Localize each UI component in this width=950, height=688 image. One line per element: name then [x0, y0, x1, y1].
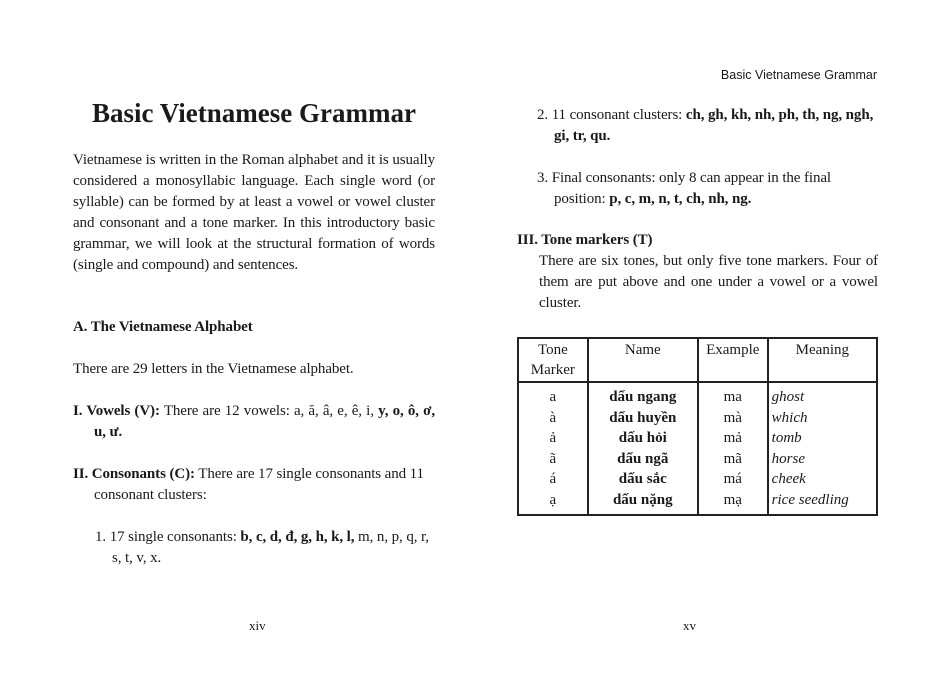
vowels-text: There are 12 vowels: a, ă, â, e, ê, i, — [159, 403, 379, 419]
consonants-item — [73, 464, 435, 506]
cell-example: mả — [698, 428, 768, 449]
cell-example: ma — [698, 382, 768, 408]
header-name: Name — [588, 338, 698, 382]
cell-marker: a — [518, 382, 588, 408]
page-title: Basic Vietnamese Grammar — [92, 98, 416, 128]
table-header-row — [518, 338, 877, 382]
vowels-list: y, o, ô, ơ, u, ư. — [94, 403, 435, 440]
intro-paragraph: Vietnamese is written in the Roman alphabet and it is usually considered a monosyllabic language. Each single word (or syllable) can be formed by at least a vowel or vowel cluster and consonant and a tone marker. In this introductory basic grammar, we will look at the structural formation of words (single and compound) and sentences. — [73, 152, 435, 273]
cell-example: mã — [698, 449, 768, 470]
single-consonants-item — [95, 527, 435, 569]
tone-markers-heading: III. Tone markers (T) — [517, 232, 653, 248]
final-list: p, c, m, n, t, ch, nh, ng. — [609, 191, 752, 207]
clusters-list: ch, gh, kh, nh, ph, th, ng, ngh, gi, tr, qu. — [554, 107, 874, 144]
header-meaning: Meaning — [768, 338, 877, 382]
cell-example: mạ — [698, 490, 768, 516]
table-row — [518, 382, 877, 408]
vowels-label: I. Vowels (V): — [73, 403, 160, 419]
cell-marker: à — [518, 408, 588, 429]
page-number-right: xv — [683, 618, 696, 633]
section-a-heading: A. The Vietnamese Alphabet — [73, 319, 253, 335]
cell-marker: ạ — [518, 490, 588, 516]
cell-name: dấu nặng — [588, 490, 698, 516]
consonant-clusters-item — [537, 105, 877, 147]
single-consonants-label: 1. 17 single consonants: — [95, 529, 241, 545]
cell-example: má — [698, 469, 768, 490]
consonants-text: There are 17 single consonants and 11 consonant clusters: — [94, 466, 424, 503]
header-tone-marker: Tone Marker — [518, 338, 588, 382]
table-row — [518, 449, 877, 470]
cell-name: dấu ngang — [588, 382, 698, 408]
final-consonants-item — [537, 168, 877, 210]
table-row — [518, 490, 877, 516]
cell-marker: ả — [518, 428, 588, 449]
single-consonants-list-b: m, n, p, q, r, s, t, v, x. — [112, 529, 429, 566]
final-label: 3. Final consonants: only 8 can appear in the final position: — [537, 170, 831, 207]
single-consonants-list-a: b, c, d, đ, g, h, k, l, — [240, 529, 359, 545]
cell-meaning: cheek — [768, 469, 877, 490]
cell-meaning: tomb — [768, 428, 877, 449]
cell-meaning: horse — [768, 449, 877, 470]
tone-markers-table — [517, 337, 878, 516]
page-number-left: xiv — [249, 618, 266, 633]
cell-name: dấu huyền — [588, 408, 698, 429]
cell-meaning: ghost — [768, 382, 877, 408]
cell-meaning: rice seedling — [768, 490, 877, 516]
cell-name: dấu sắc — [588, 469, 698, 490]
header-example: Example — [698, 338, 768, 382]
table-row — [518, 469, 877, 490]
cell-marker: ã — [518, 449, 588, 470]
clusters-label: 2. 11 consonant clusters: — [537, 107, 686, 123]
vowels-item — [73, 401, 435, 443]
consonants-label: II. Consonants (C): — [73, 466, 195, 482]
cell-marker: á — [518, 469, 588, 490]
tone-markers-paragraph: There are six tones, but only five tone markers. Four of them are put above and one under a vowel or a vowel cluster. — [539, 253, 878, 311]
cell-name: dấu ngã — [588, 449, 698, 470]
cell-meaning: which — [768, 408, 877, 429]
table-row — [518, 408, 877, 429]
cell-name: dấu hỏi — [588, 428, 698, 449]
running-head: Basic Vietnamese Grammar — [720, 68, 877, 82]
table-row — [518, 428, 877, 449]
letters-count-text: There are 29 letters in the Vietnamese alphabet. — [73, 361, 354, 377]
cell-example: mà — [698, 408, 768, 429]
